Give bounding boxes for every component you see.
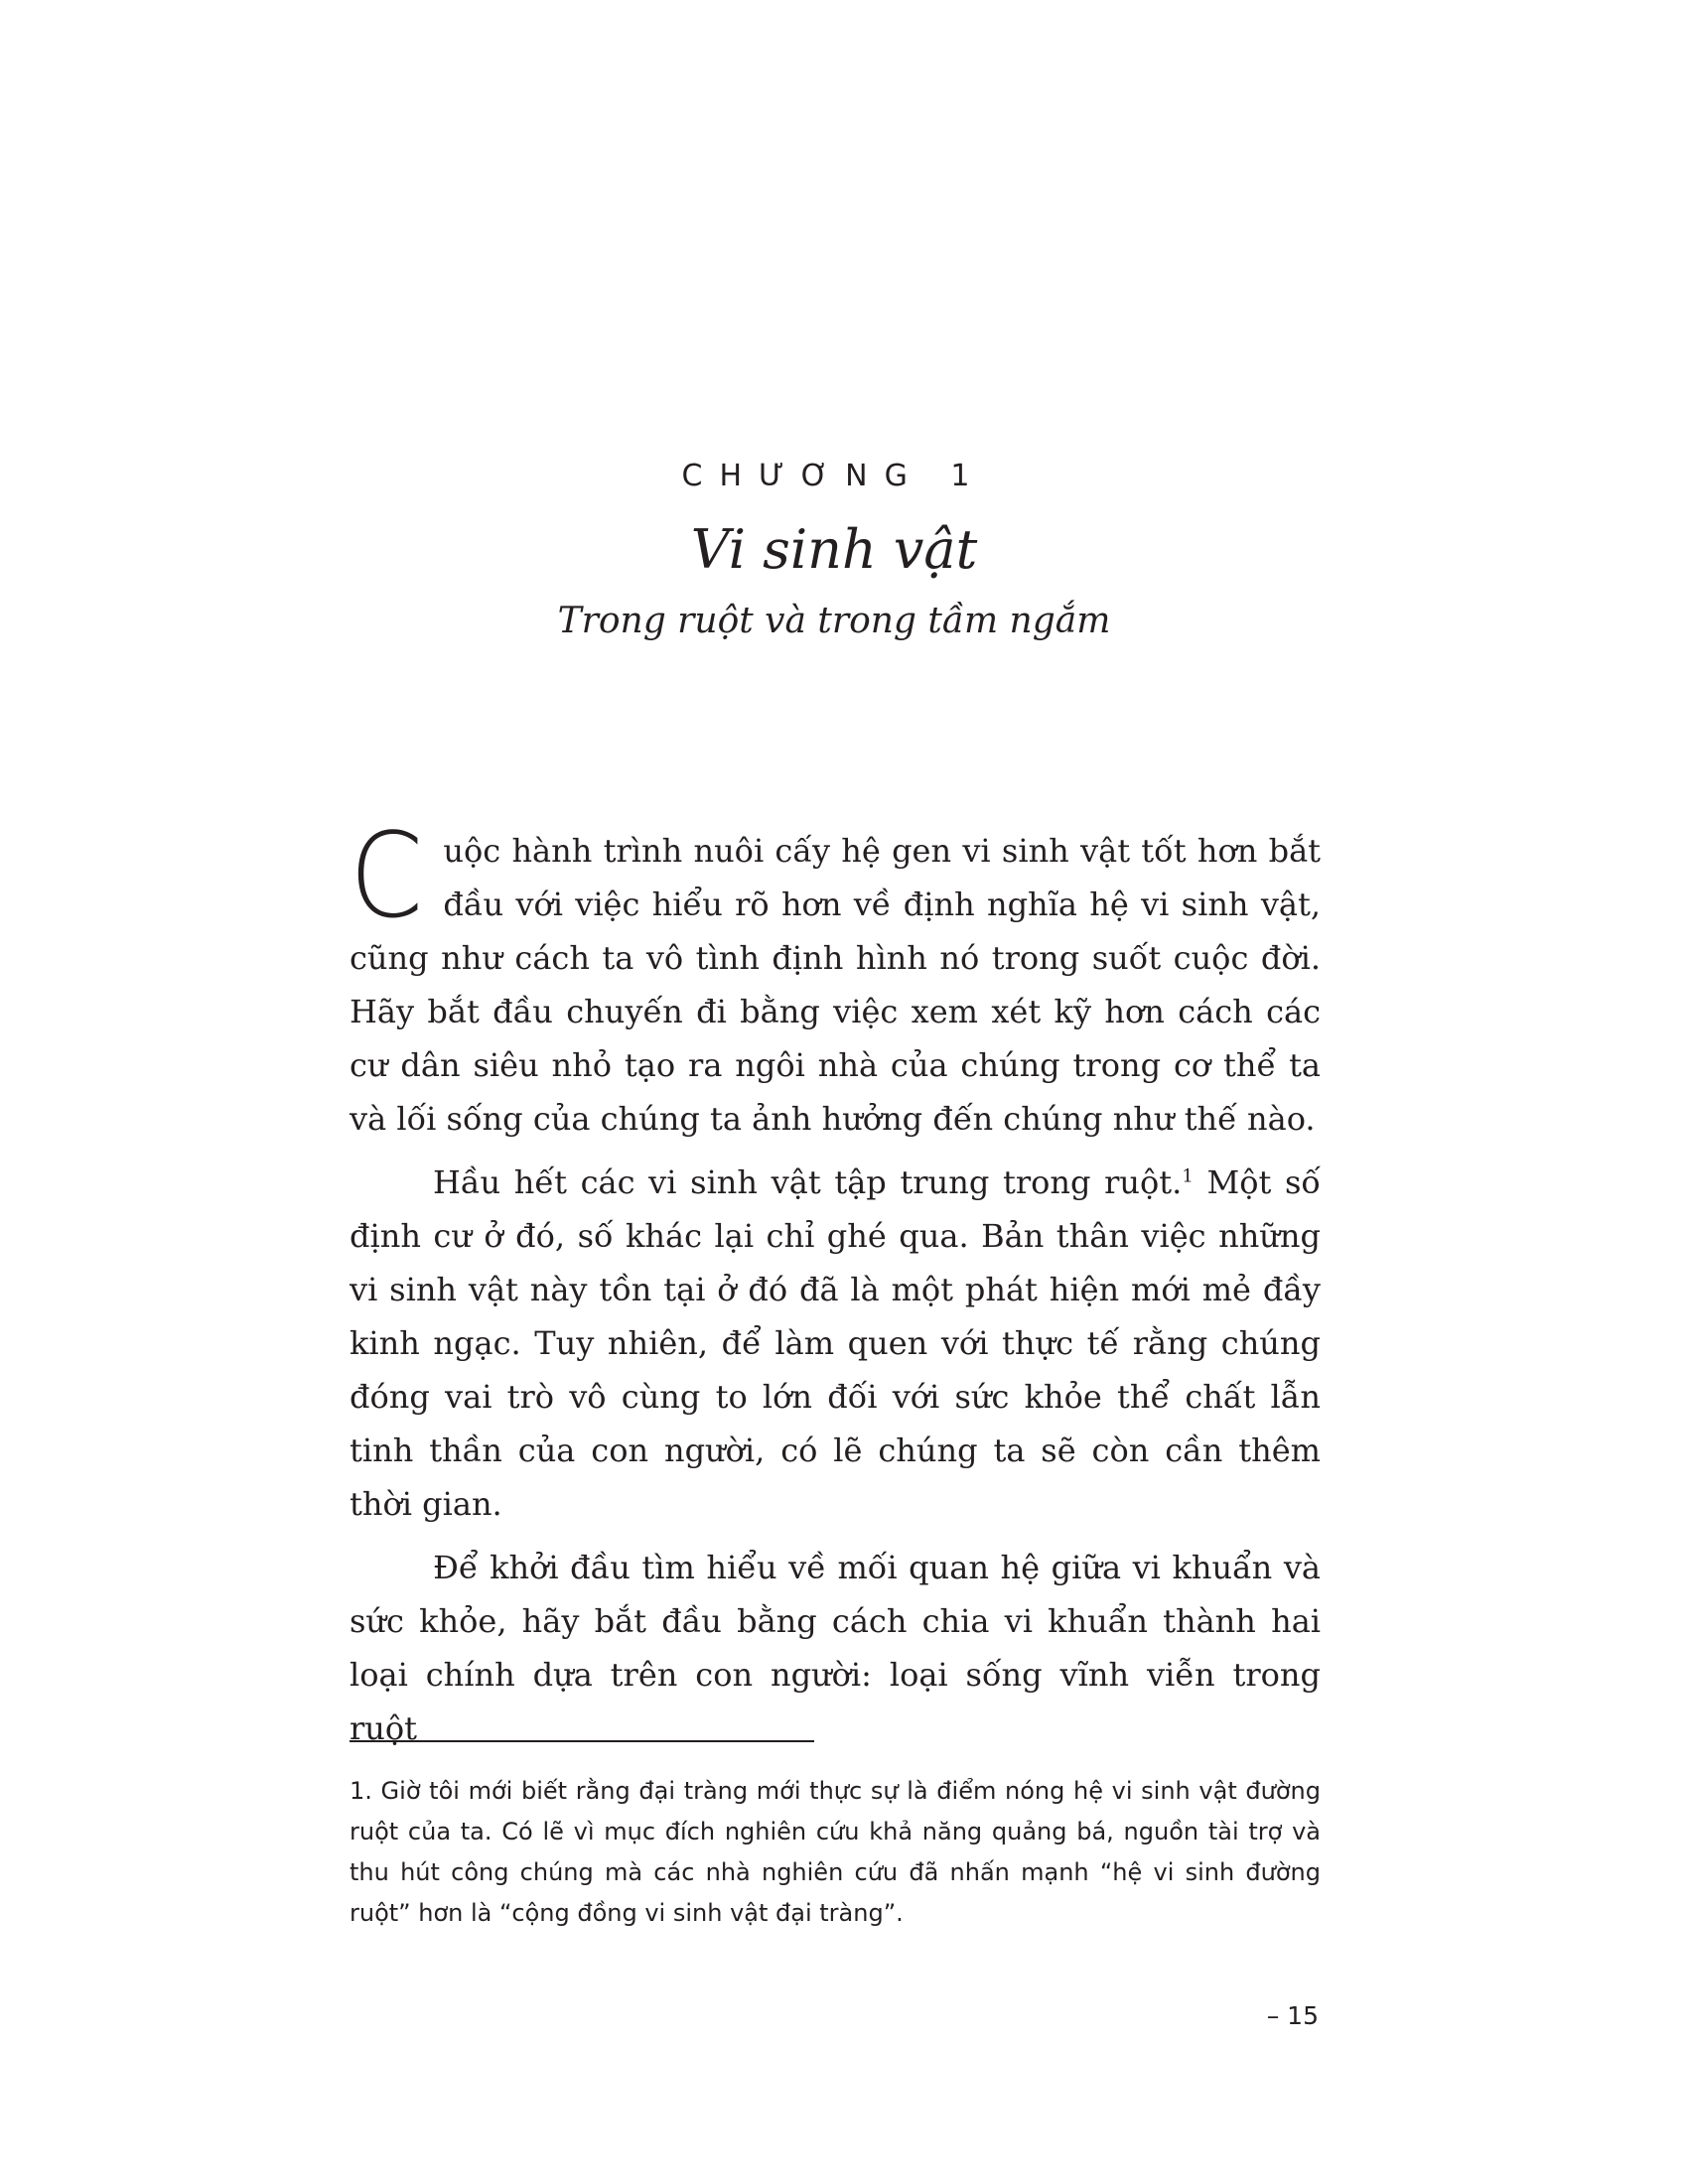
paragraph-2-text-a: Hầu hết các vi sinh vật tập trung trong ruột. (433, 1163, 1183, 1201)
chapter-label: CHƯƠNG 1 (681, 459, 987, 493)
chapter-subtitle: Trong ruột và trong tầm ngắm (557, 601, 1111, 641)
footnote: 1. Giờ tôi mới biết rằng đại tràng mới thực sự là điểm nóng hệ vi sinh vật đường ruột của ta. Có lẽ vì mục đích nghiên cứu khả năng quảng bá, nguồn tài trợ và thu hút công chúng mà các nhà nghiên cứu đã nhấn mạnh “hệ vi sinh đường ruột” hơn là “cộng đồng vi sinh vật đại tràng”. (350, 1777, 1321, 1927)
chapter-title: Vi sinh vật (690, 518, 978, 581)
footnote-divider (350, 1740, 814, 1742)
paragraph-1-text: uộc hành trình nuôi cấy hệ gen vi sinh vật tốt hơn bắt đầu với việc hiểu rõ hơn về định nghĩa hệ vi sinh vật, cũng như cách ta vô tình định hình nó trong suốt cuộc đời. Hãy bắt đầu chuyến đi bằng việc xem xét kỹ hơn cách các cư dân siêu nhỏ tạo ra ngôi nhà của chúng trong cơ thể ta và lối sống của chúng ta ảnh hưởng đến chúng như thế nào. (350, 832, 1321, 1138)
paragraph-2 (350, 1156, 1321, 1531)
paragraph-3: Để khởi đầu tìm hiểu về mối quan hệ giữa vi khuẩn và sức khỏe, hãy bắt đầu bằng cách chia vi khuẩn thành hai loại chính dựa trên con người: loại sống vĩnh viễn trong ruột (350, 1549, 1321, 1747)
body-text (350, 807, 1322, 1765)
page-number: – 15 (1266, 2001, 1319, 2030)
paragraph-1 (350, 807, 1321, 1146)
drop-cap: C (350, 807, 424, 944)
paragraph-2-text-b: Một số định cư ở đó, số khác lại chỉ ghé qua. Bản thân việc những vi sinh vật này tồn tại ở đó đã là một phát hiện mới mẻ đầy kinh ngạc. Tuy nhiên, để làm quen với thực tế rằng chúng đóng vai trò vô cùng to lớn đối với sức khỏe thể chất lẫn tinh thần của con người, có lẽ chúng ta sẽ còn cần thêm thời gian. (350, 1163, 1322, 1523)
footnote-reference[interactable]: 1 (1182, 1165, 1194, 1187)
